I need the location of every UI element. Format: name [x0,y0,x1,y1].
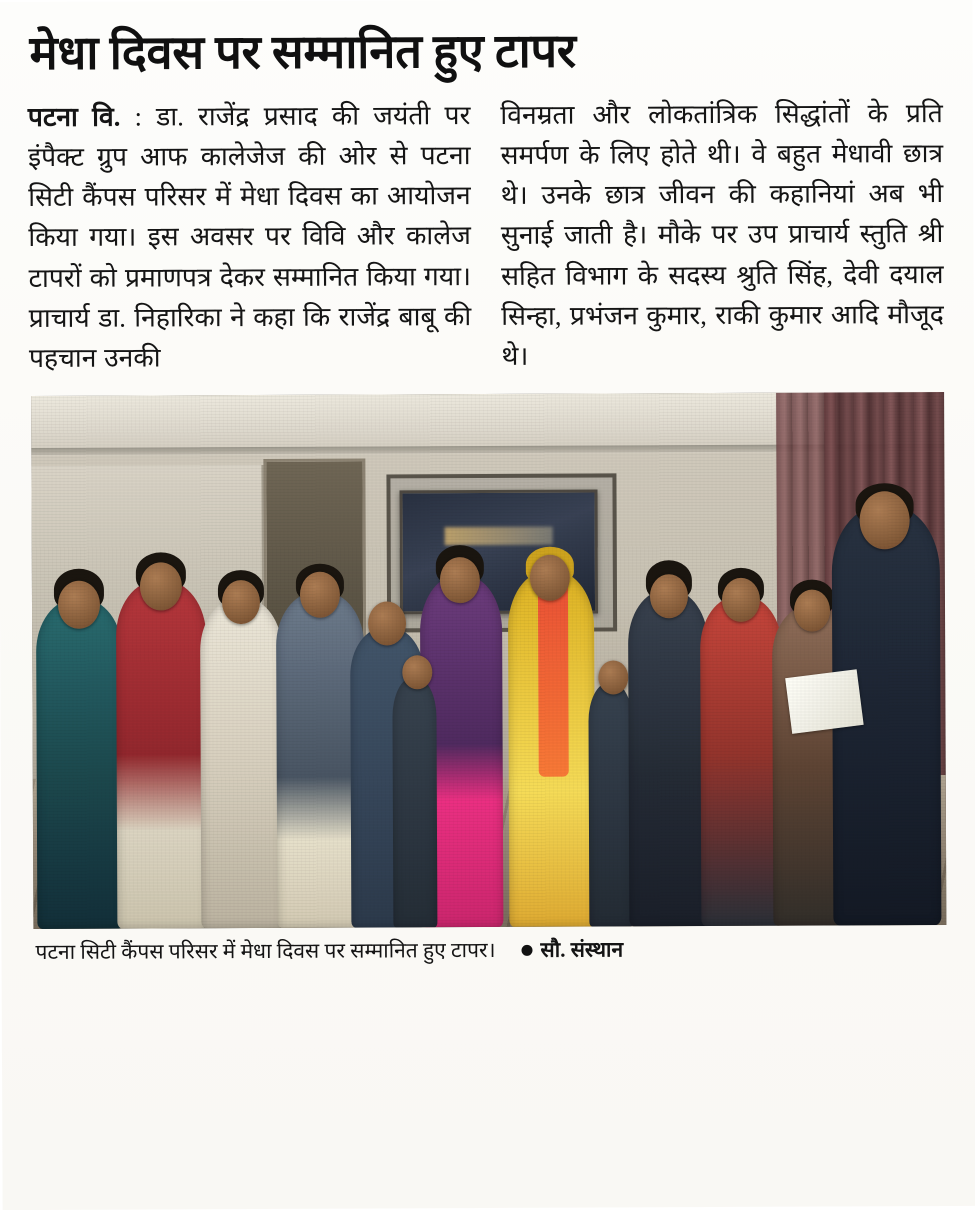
article-paragraph-2: विनम्रता और लोकतांत्रिक सिद्धांतों के प्रति समर्पण के लिए होते थी। वे बहुत मेधावी छात्र थे। उनके छात्र जीवन की कहानियां अब भी सुनाई जाती है। मौके पर उप प्राचार्य स्तुति श्री सहित विभाग के सदस्य श्रुति सिंह, देवी दयाल सिन्हा, प्रभंजन कुमार, राकी कुमार आदि मौजूद थे। [500,97,944,372]
photo-caption [35,934,946,966]
photo-caption-text: पटना सिटी कैंपस परिसर में मेधा दिवस पर सम्मानित हुए टापर। [35,938,496,965]
photo-certificate [785,670,863,735]
article-column-2 [500,93,944,377]
photo-honouree-sash [538,581,569,777]
event-photograph [31,392,946,929]
photo-person [200,598,283,928]
photo-person [700,596,783,926]
photo-person [116,581,208,929]
photo-person [588,683,633,927]
dateline: पटना वि. [27,101,121,132]
page-title: मेधा दिवस पर सम्मानित हुए टापर [29,25,576,80]
photo-person [36,599,123,929]
article-paragraph-1 [28,95,472,379]
article-body-1: : डा. राजेंद्र प्रसाद की जयंती पर इंपैक्ट ग्रुप आफ कालेजेज की ओर से पटना सिटी कैंपस परिसर में मेधा दिवस का आयोजन किया गया। इस अवसर पर विवि और कालेज टापरों को प्रमाणपत्र देकर सम्मानित किया गया। प्राचार्य डा. निहारिका ने कहा कि राजेंद्र बाबू की पहचान उनकी [27,99,472,374]
bullet-dot-icon [522,945,533,956]
photo-credit: सौ. संस्थान [540,937,624,963]
photo-figure [29,392,946,966]
article-column-1 [28,95,472,379]
article-columns [28,93,944,379]
photo-person [628,591,709,927]
photo-person [392,678,437,928]
